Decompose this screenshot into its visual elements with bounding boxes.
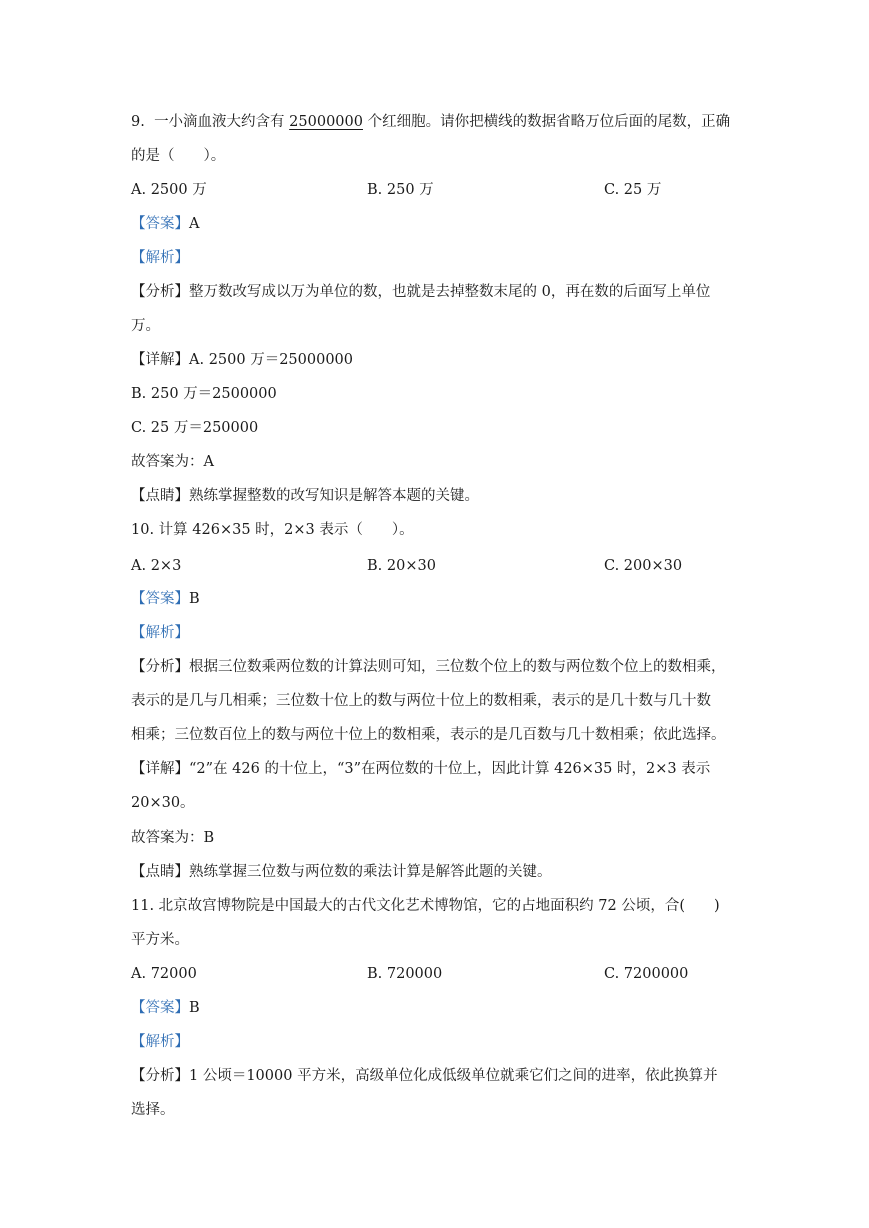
q9-fenxi-line1	[131, 282, 710, 302]
q9-fenxi-tag: 【分析】	[131, 284, 189, 300]
q11-answer	[131, 998, 200, 1018]
q9-dianjing	[131, 486, 479, 506]
q9-stem-line1	[131, 112, 730, 132]
q10-analysis-tag: 【解析】	[131, 625, 189, 641]
q10-dianjing-text: 熟练掌握三位数与两位数的乘法计算是解答此题的关键。	[189, 864, 552, 880]
q10-option-b: B. 20×30	[367, 558, 436, 574]
q10-xiangjie-line1	[131, 759, 710, 779]
q9-xiangjie-text1: A. 2500 万＝25000000	[189, 352, 354, 368]
q9-dianjing-text: 熟练掌握整数的改写知识是解答本题的关键。	[189, 488, 479, 504]
q10-answer	[131, 589, 200, 609]
q11-option-a: A. 72000	[131, 966, 197, 982]
q9-option-c: C. 25 万	[604, 182, 662, 198]
q10-conclusion: 故答案为：B	[131, 830, 215, 846]
q11-analysis-tag: 【解析】	[131, 1034, 189, 1050]
q11-answer-value: B	[189, 1000, 200, 1016]
q9-xiangjie-tag: 【详解】	[131, 352, 189, 368]
q10-fenxi-text1: 根据三位数乘两位数的计算法则可知，三位数个位上的数与两位数个位上的数相乘，	[189, 659, 726, 675]
q9-stem-text-a: 一小滴血液大约含有	[154, 114, 285, 130]
q9-option-b: B. 250 万	[367, 182, 434, 198]
q10-fenxi-line2: 表示的是几与几相乘；三位数十位上的数与两位十位上的数相乘，表示的是几十数与几十数	[131, 693, 711, 709]
q10-option-c: C. 200×30	[604, 558, 683, 574]
q11-fenxi-line2: 选择。	[131, 1102, 175, 1118]
q9-stem-text-b: 个红细胞。请你把横线的数据省略万位后面的尾数，正确	[367, 114, 731, 130]
q11-fenxi-line1	[131, 1066, 718, 1086]
q10-xiangjie-text1: “2”在 426 的十位上，“3”在两位数的十位上，因此计算 426×35 时，2×3 表示	[189, 761, 711, 777]
q9-dianjing-tag: 【点睛】	[131, 488, 189, 504]
q10-dianjing	[131, 862, 552, 882]
q11-option-c: C. 7200000	[604, 966, 689, 982]
q11-option-b: B. 720000	[367, 966, 443, 982]
q9-fenxi-text1: 整万数改写成以万为单位的数，也就是去掉整数末尾的 0，再在数的后面写上单位	[189, 284, 711, 300]
q10-fenxi-line1	[131, 657, 726, 677]
q10-stem: 10. 计算 426×35 时，2×3 表示（ ）。	[131, 522, 414, 538]
q9-fenxi-line2: 万。	[131, 318, 160, 334]
q9-number: 9.	[131, 114, 145, 130]
q9-answer	[131, 214, 199, 234]
q9-xiangjie-line2: B. 250 万＝2500000	[131, 386, 277, 402]
q10-fenxi-line3: 相乘；三位数百位上的数与两位十位上的数相乘，表示的是几百数与几十数相乘；依此选择。	[131, 727, 726, 743]
q9-xiangjie-line1	[131, 350, 353, 370]
q9-underlined-number: 25000000	[289, 114, 363, 130]
q9-option-a: A. 2500 万	[131, 182, 207, 198]
q10-answer-value: B	[189, 591, 200, 607]
q9-stem-line2: 的是（ ）。	[131, 148, 226, 164]
q9-xiangjie-line3: C. 25 万＝250000	[131, 420, 259, 436]
q9-answer-tag: 【答案】	[131, 216, 189, 232]
q10-fenxi-tag: 【分析】	[131, 659, 189, 675]
q9-conclusion: 故答案为：A	[131, 454, 214, 470]
q10-xiangjie-tag: 【详解】	[131, 761, 189, 777]
q10-xiangjie-line2: 20×30。	[131, 795, 195, 811]
q10-option-a: A. 2×3	[131, 558, 182, 574]
q9-analysis-tag: 【解析】	[131, 250, 189, 266]
q11-fenxi-text1: 1 公顷＝10000 平方米，高级单位化成低级单位就乘它们之间的进率，依此换算并	[189, 1068, 718, 1084]
q11-answer-tag: 【答案】	[131, 1000, 189, 1016]
q11-stem-line1: 11. 北京故宫博物院是中国最大的古代文化艺术博物馆，它的占地面积约 72 公顷，合( )	[131, 898, 720, 914]
q11-stem-line2: 平方米。	[131, 932, 189, 948]
q9-answer-value: A	[189, 216, 200, 232]
q10-answer-tag: 【答案】	[131, 591, 189, 607]
q11-fenxi-tag: 【分析】	[131, 1068, 189, 1084]
q10-dianjing-tag: 【点睛】	[131, 864, 189, 880]
